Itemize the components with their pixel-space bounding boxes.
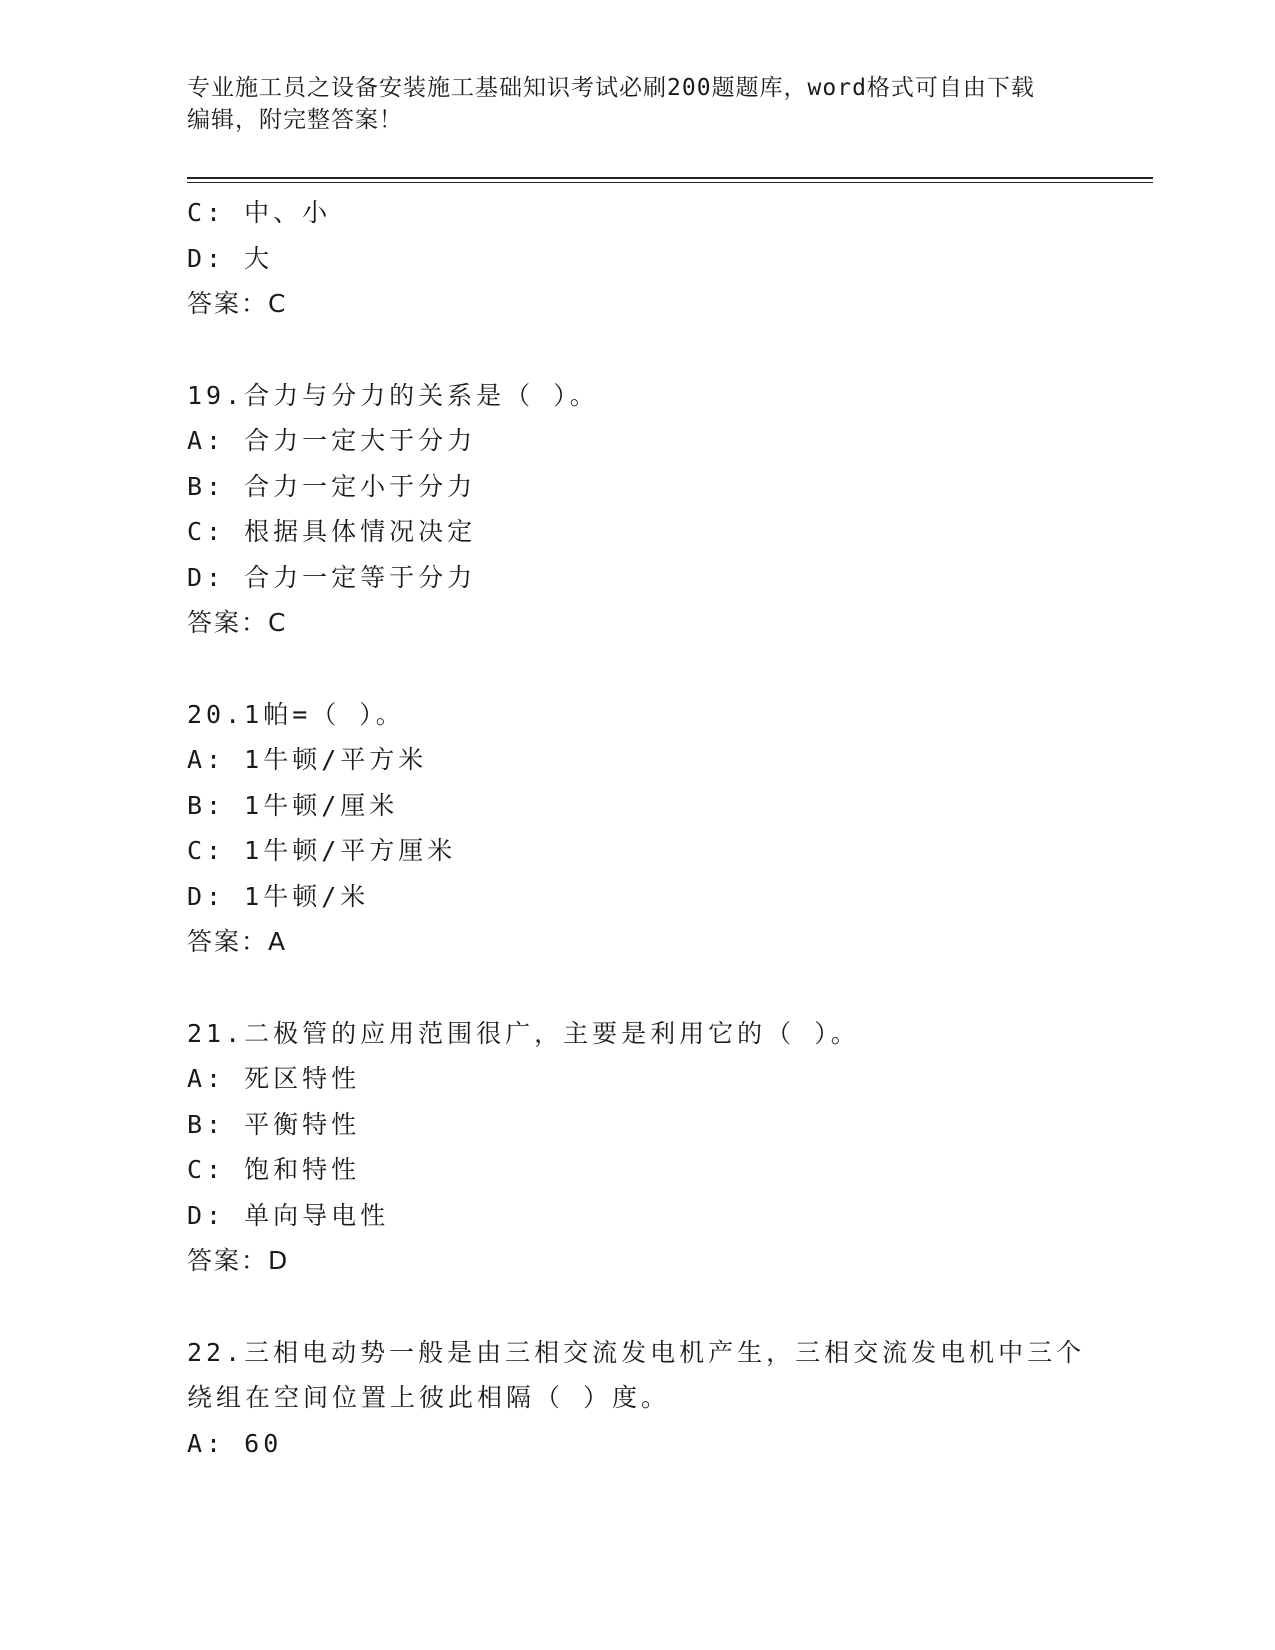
option-d: D: 合力一定等于分力 [187, 562, 477, 592]
option-a: A: 60 [187, 1428, 283, 1458]
answer: 答案：C [187, 608, 288, 637]
question-stem: 19.合力与分力的关系是（ ）。 [187, 380, 599, 410]
question-stem-line-2: 绕组在空间位置上彼此相隔（ ）度。 [187, 1383, 671, 1412]
header-title-line-2: 编辑，附完整答案！ [187, 107, 403, 133]
question-stem-line-1: 22.三相电动势一般是由三相交流发电机产生，三相交流发电机中三个 [187, 1337, 1086, 1367]
header-title-line-1: 专业施工员之设备安装施工基础知识考试必刷200题题库，word格式可自由下载 [187, 75, 1035, 101]
answer: 答案：C [187, 289, 288, 318]
option-d: D: 单向导电性 [187, 1200, 390, 1230]
answer: 答案：D [187, 1246, 290, 1275]
option-c: C: 饱和特性 [187, 1155, 361, 1184]
option-c: C: 中、小 [187, 198, 332, 227]
option-d: D: 1牛顿/米 [187, 881, 370, 911]
question-stem: 21.二极管的应用范围很广，主要是利用它的（ ）。 [187, 1018, 860, 1048]
header-divider-thin [187, 182, 1153, 183]
option-d: D: 大 [187, 243, 274, 273]
option-c: C: 根据具体情况决定 [187, 517, 477, 546]
answer: 答案：A [187, 927, 288, 956]
option-a: A: 死区特性 [187, 1064, 361, 1093]
option-c: C: 1牛顿/平方厘米 [187, 836, 457, 865]
question-stem: 20.1帕=（ ）。 [187, 699, 405, 729]
option-b: B: 合力一定小于分力 [187, 471, 477, 501]
option-b: B: 平衡特性 [187, 1109, 361, 1139]
document-header [187, 72, 1067, 136]
option-b: B: 1牛顿/厘米 [187, 790, 399, 820]
option-a: A: 1牛顿/平方米 [187, 745, 428, 774]
header-divider-thick [187, 177, 1153, 179]
question-list [187, 190, 1087, 1466]
option-a: A: 合力一定大于分力 [187, 426, 477, 455]
